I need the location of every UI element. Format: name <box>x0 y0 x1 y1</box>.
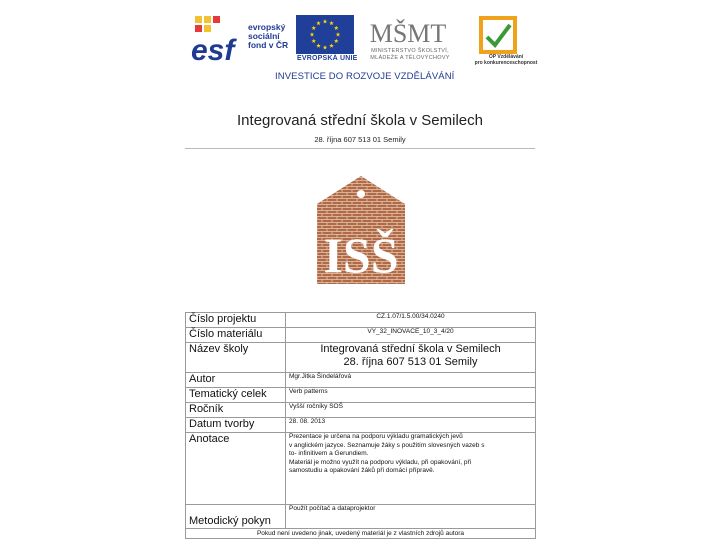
eu-stars-icon <box>296 15 354 54</box>
table-row <box>186 418 536 433</box>
info-table <box>185 312 536 539</box>
row-label: Autor <box>186 373 286 388</box>
eu-star-icon <box>316 43 321 47</box>
school-logo <box>315 174 407 286</box>
slogan: INVESTICE DO ROZVOJE VZDĚLÁVÁNÍ <box>275 71 455 82</box>
row-value: Vyšší ročníky SOŠ <box>286 403 536 418</box>
table-row <box>186 328 536 343</box>
row-label: Číslo projektu <box>186 313 286 328</box>
divider <box>185 148 535 149</box>
esf-text-line: evropský <box>248 22 286 32</box>
msmt-text-line: MINISTERSTVO ŠKOLSTVÍ, <box>371 48 449 54</box>
row-value: Použít počítač a dataprojektor <box>286 505 536 529</box>
row-value: 28. 08. 2013 <box>286 418 536 433</box>
eu-star-icon <box>311 26 316 30</box>
op-logo-mark <box>478 15 518 55</box>
table-row <box>186 505 536 529</box>
row-value <box>286 343 536 373</box>
table-row <box>186 373 536 388</box>
eu-flag <box>296 15 354 54</box>
table-row <box>186 313 536 328</box>
table-row <box>186 403 536 418</box>
row-label: Metodický pokyn <box>186 505 286 529</box>
eu-star-icon <box>323 45 328 49</box>
svg-text:esf: esf <box>191 34 235 67</box>
row-label: Anotace <box>186 433 286 505</box>
school-name-line: Integrovaná střední škola v Semilech <box>320 343 501 355</box>
row-label: Číslo materiálu <box>186 328 286 343</box>
esf-logo-mark <box>191 14 243 67</box>
eu-label: EVROPSKÁ UNIE <box>297 55 358 62</box>
eu-star-icon <box>316 21 321 25</box>
eu-star-icon <box>311 39 316 43</box>
row-label: Ročník <box>186 403 286 418</box>
eu-star-icon <box>334 39 339 43</box>
annotation-line: samostudiu a opakování žáků při domácí přípravě. <box>289 467 435 474</box>
svg-text:MŠMT: MŠMT <box>369 19 447 48</box>
row-label: Tematický celek <box>186 388 286 403</box>
esf-text-line: sociální <box>248 31 280 41</box>
row-value: Verb patterns <box>286 388 536 403</box>
svg-text:ISŠ: ISŠ <box>323 227 399 283</box>
eu-star-icon <box>329 43 334 47</box>
annotation-line: v anglickém jazyce. Seznamuje žáky s použitím slovesných vazeb s <box>289 441 485 449</box>
msmt-logo-text <box>360 48 460 61</box>
school-address: 28. října 607 513 01 Semily <box>314 135 406 144</box>
row-label: Název školy <box>186 343 286 373</box>
op-text-line: pro konkurenceschopnost <box>474 60 538 66</box>
eu-star-icon <box>336 32 341 36</box>
page-title: Integrovaná střední škola v Semilech <box>237 112 483 129</box>
row-value: Mgr.Jitka Šindelářová <box>286 373 536 388</box>
school-address-line: 28. října 607 513 01 Semily <box>343 356 478 368</box>
table-row <box>186 433 536 505</box>
esf-logo-text <box>248 23 288 50</box>
table-footer: Pokud není uvedeno jinak, uvedený materiál je z vlastních zdrojů autora <box>186 529 536 539</box>
msmt-text-line: MLÁDEŽE A TĚLOVÝCHOVY <box>370 54 450 61</box>
eu-star-icon <box>334 26 339 30</box>
row-label: Datum tvorby <box>186 418 286 433</box>
esf-text-line: fond v ČR <box>248 40 289 50</box>
msmt-logo-mark <box>369 14 447 48</box>
row-value <box>286 433 536 505</box>
table-footer-row <box>186 529 536 539</box>
table-row <box>186 343 536 373</box>
eu-star-icon <box>310 32 315 36</box>
table-row <box>186 388 536 403</box>
eu-star-icon <box>323 19 328 23</box>
row-value: VY_32_INOVACE_10_3_4/20 <box>286 328 536 343</box>
row-value: CZ.1.07/1.5.00/34.0240 <box>286 313 536 328</box>
op-logo-text <box>470 54 542 66</box>
annotation-line: to- infinitivem a Gerundiem. <box>289 450 369 457</box>
eu-star-icon <box>329 21 334 25</box>
annotation-line: Materiál je možno využít na podporu výkladu, při opakování, při <box>289 458 472 466</box>
annotation-line: Prezentace je určena na podporu výkladu gramatických jevů <box>289 433 463 440</box>
op-text-line: OP Vzdělávání <box>488 54 524 60</box>
